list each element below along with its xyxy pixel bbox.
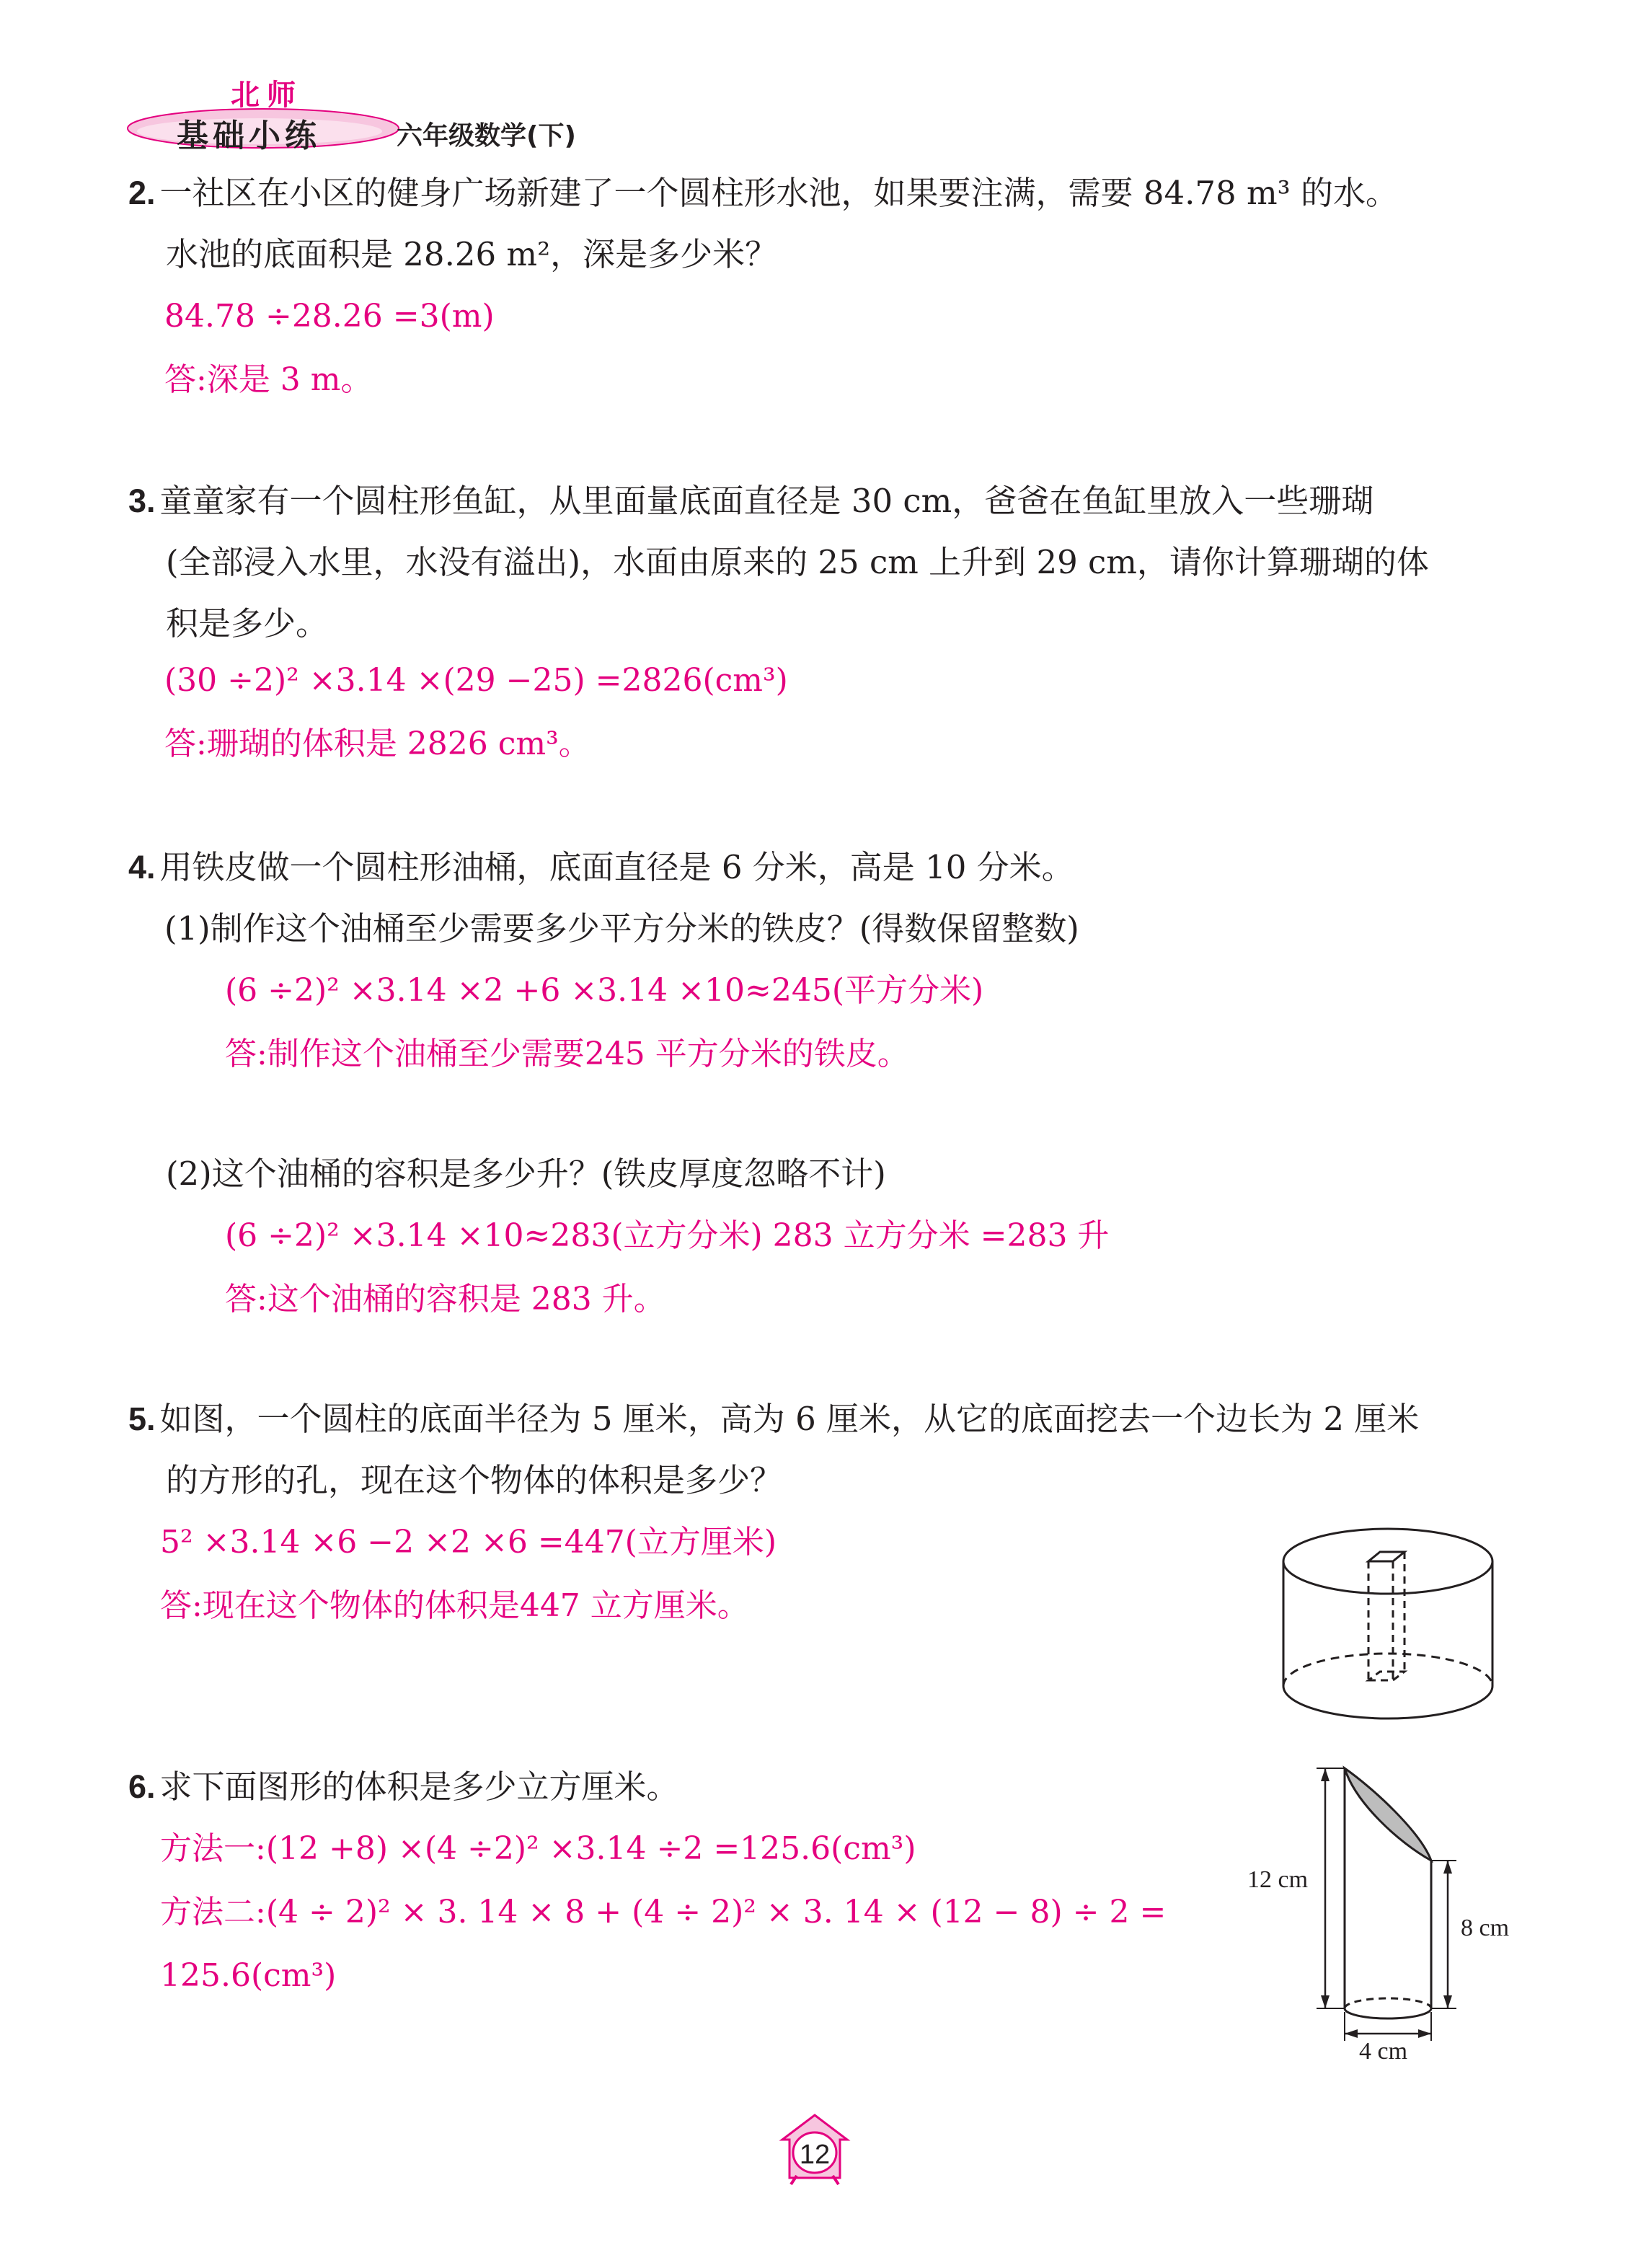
page-number: 12	[799, 2140, 831, 2170]
question-4	[128, 837, 1079, 959]
answer-line: 84.78 ÷28.26 =3(m)	[164, 298, 495, 335]
cylinder-with-hole-figure	[1269, 1522, 1507, 1724]
answer-4-2	[225, 1204, 1109, 1331]
question-3	[128, 470, 1429, 654]
answer-line: 答:现在这个物体的体积是447 立方厘米。	[160, 1587, 749, 1624]
series-name: 基础小练	[177, 118, 321, 154]
question-text: 积是多少。	[166, 604, 329, 643]
series-top-label: 北师	[231, 79, 303, 112]
question-text: (2)这个油桶的容积是多少升？(铁皮厚度忽略不计)	[166, 1155, 886, 1193]
question-2	[128, 162, 1398, 285]
answer-line: 125.6(cm³)	[160, 1957, 337, 1994]
answer-line: (6 ÷2)² ×3.14 ×10≈283(立方分米) 283 立方分米 =283 升	[225, 1217, 1110, 1254]
answer-line: 5² ×3.14 ×6 −2 ×2 ×6 =447(立方厘米)	[160, 1524, 777, 1561]
question-text: 如图，一个圆柱的底面半径为 5 厘米，高为 6 厘米，从它的底面挖去一个边长为 2 厘米	[159, 1400, 1420, 1438]
question-number: 4.	[128, 849, 156, 886]
page-number-badge	[775, 2109, 854, 2189]
dimension-label-4cm: 4 cm	[1359, 2038, 1408, 2065]
sub-question-2	[166, 1143, 886, 1204]
dimension-label-8cm: 8 cm	[1461, 1915, 1510, 1941]
answer-line: 方法一:(12 +8) ×(4 ÷2)² ×3.14 ÷2 =125.6(cm³)	[160, 1830, 916, 1867]
cut-cylinder-figure	[1247, 1760, 1514, 2077]
question-text: 求下面图形的体积是多少立方厘米。	[159, 1768, 679, 1806]
question-number: 3.	[128, 482, 156, 519]
question-text: (全部浸入水里，水没有溢出)，水面由原来的 25 cm 上升到 29 cm，请你计算珊瑚的体	[166, 543, 1429, 581]
dimension-label-12cm: 12 cm	[1247, 1866, 1309, 1893]
page-header	[126, 72, 631, 154]
sub-question-1: (1)制作这个油桶至少需要多少平方分米的铁皮？(得数保留整数)	[164, 909, 1079, 948]
question-text: 的方形的孔，现在这个物体的体积是多少？	[166, 1461, 783, 1499]
question-text: 水池的底面积是 28.26 m²，深是多少米？	[166, 235, 778, 273]
question-number: 2.	[128, 175, 156, 211]
answer-line: 答:制作这个油桶至少需要245 平方分米的铁皮。	[225, 1036, 909, 1072]
answer-5	[160, 1511, 777, 1638]
question-text: 童童家有一个圆柱形鱼缸，从里面量底面直径是 30 cm，爸爸在鱼缸里放入一些珊瑚	[159, 482, 1374, 520]
answer-line: 方法二:(4 ÷ 2)² × 3. 14 × 8 + (4 ÷ 2)² × 3. 14 × (12 − 8) ÷ 2 =	[160, 1894, 1167, 1931]
answer-line: 答:珊瑚的体积是 2826 cm³。	[164, 725, 590, 762]
question-text: 用铁皮做一个圆柱形油桶，底面直径是 6 分米，高是 10 分米。	[159, 848, 1074, 886]
answer-3	[164, 649, 788, 776]
question-number: 5.	[128, 1400, 156, 1437]
answer-6	[160, 1817, 1166, 2008]
answer-line: (6 ÷2)² ×3.14 ×2 +6 ×3.14 ×10≈245(平方分米)	[225, 972, 984, 1009]
answer-line: 答:这个油桶的容积是 283 升。	[225, 1281, 665, 1318]
question-5	[128, 1388, 1419, 1511]
question-6	[128, 1756, 679, 1817]
answer-2	[164, 285, 495, 412]
answer-line: (30 ÷2)² ×3.14 ×(29 −25) =2826(cm³)	[164, 662, 788, 699]
grade-subject: 六年级数学(下)	[397, 121, 576, 151]
answer-4-1	[225, 959, 983, 1086]
answer-line: 答:深是 3 m。	[164, 361, 373, 398]
question-number: 6.	[128, 1768, 156, 1805]
question-text: 一社区在小区的健身广场新建了一个圆柱形水池，如果要注满，需要 84.78 m³ 的水。	[159, 174, 1398, 212]
